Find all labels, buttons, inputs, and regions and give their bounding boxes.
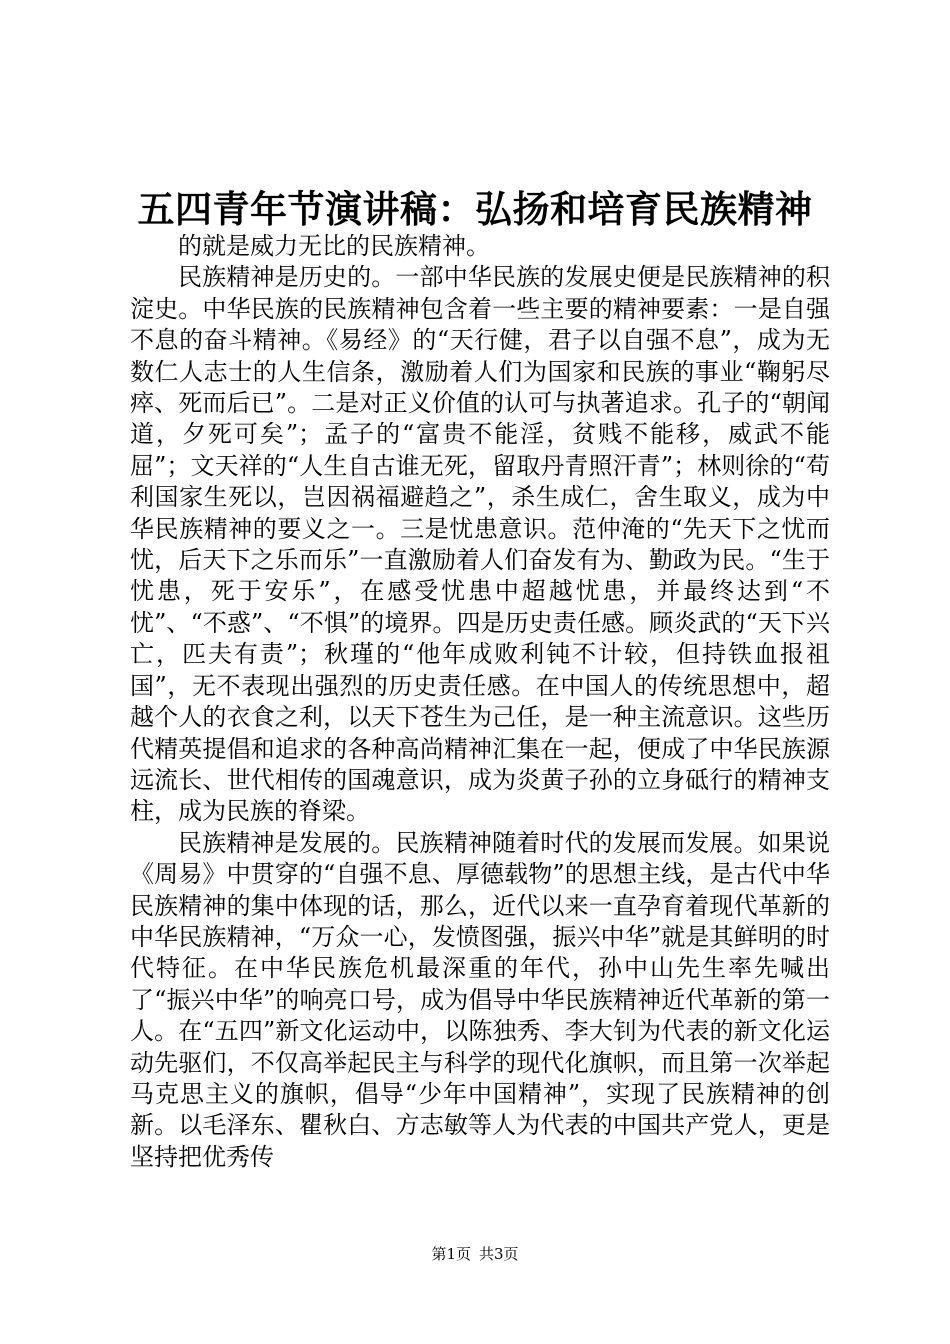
paragraph-3: 民族精神是发展的。民族精神随着时代的发展而发展。如果说《周易》中贯穿的“自强不息、厚德载物”的思想主线，是古代中华民族精神的集中体现的话，那么，近代以来一直孕育着现代革新的中华民族精神，“万众一心，发愤图强，振兴中华”就是其鲜明的时代特征。在中华民族危机最深重的年代，孙中山先生率先喊出了“振兴中华”的响亮口号，成为倡导中华民族精神近代革新的第一人。在“五四”新文化运动中，以陈独秀、李大钊为代表的新文化运动先驱们，不仅高举起民主与科学的现代化旗帜，而且第一次举起马克思主义的旗帜，倡导“少年中国精神”，实现了民族精神的创新。以毛泽东、瞿秋白、方志敏等人为代表的中国共产党人，更是坚持把优秀传 — [130, 828, 830, 1171]
paragraph-2: 民族精神是历史的。一部中华民族的发展史便是民族精神的积淀史。中华民族的民族精神包含着一些主要的精神要素：一是自强不息的奋斗精神。《易经》的“天行健，君子以自强不息”，成为无数仁人志士的人生信条，激励着人们为国家和民族的事业“鞠躬尽瘁、死而后已”。二是对正义价值的认可与执著追求。孔子的“朝闻道，夕死可矣”；孟子的“富贵不能淫，贫贱不能移，威武不能屈”；文天祥的“人生自古谁无死，留取丹青照汗青”；林则徐的“苟利国家生死以，岂因祸福避趋之”，杀生成仁，舍生取义，成为中华民族精神的要义之一。三是忧患意识。范仲淹的“先天下之忧而忧，后天下之乐而乐”一直激励着人们奋发有为、勤政为民。“生于忧患，死于安乐”，在感受忧患中超越忧患，并最终达到“不忧”、“不惑”、“不惧”的境界。四是历史责任感。顾炎武的“天下兴亡，匹夫有责”；秋瑾的“他年成败利钝不计较，但持铁血报祖国”，无不表现出强烈的历史责任感。在中国人的传统思想中，超越个人的衣食之利，以天下苍生为己任，是一种主流意识。这些历代精英提倡和追求的各种高尚精神汇集在一起，便成了中华民族源远流长、世代相传的国魂意识，成为炎黄子孙的立身砥行的精神支柱，成为民族的脊梁。 — [130, 263, 830, 826]
page-footer — [0, 1244, 950, 1264]
document-title: 五四青年节演讲稿：弘扬和培育民族精神 — [137, 187, 813, 231]
page-total: 共3页 — [479, 1245, 519, 1263]
document-body — [130, 231, 830, 1173]
page-number: 第1页 — [431, 1245, 471, 1263]
paragraph-1: 的就是威力无比的民族精神。 — [178, 232, 490, 260]
